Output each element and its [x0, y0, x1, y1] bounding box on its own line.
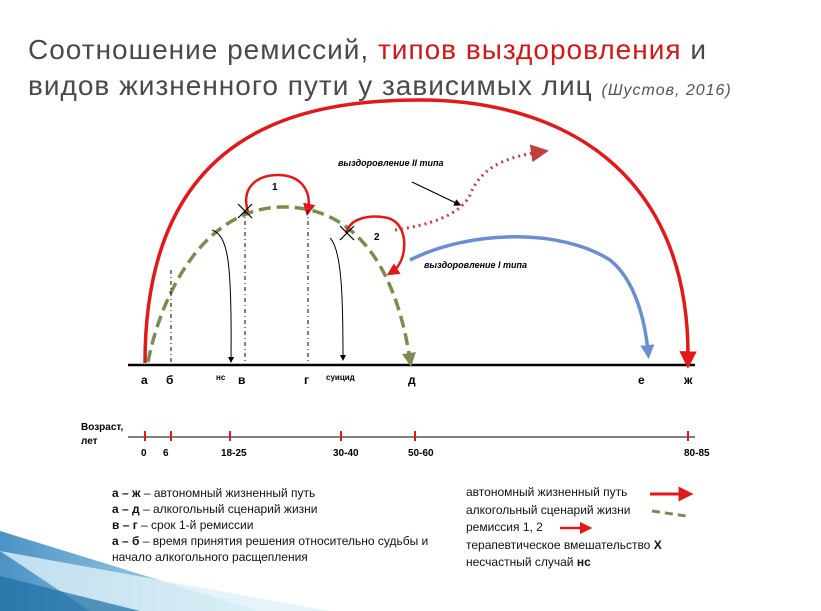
age-tick-50-60: 50-60	[408, 448, 434, 459]
suicide-arrow	[330, 238, 343, 358]
legend-right-autonomous: автономный жизненный путь	[466, 485, 628, 499]
legend-right-accident: несчастный случай нс	[466, 555, 591, 569]
age-axis-label-2: лет	[81, 436, 98, 447]
legend-left-item-3: в – г – срок 1-й ремиссии	[112, 518, 254, 532]
point-label-g: г	[304, 373, 309, 387]
legend-therapy-mark: Х	[653, 537, 662, 552]
point-label-b: б	[166, 373, 174, 387]
title-part-3: и	[690, 34, 707, 65]
age-tick-30-40: 30-40	[333, 448, 359, 459]
title-part-1: Соотношение ремиссий,	[28, 34, 370, 65]
label-remission-2: 2	[374, 232, 380, 243]
slide-decoration	[0, 531, 821, 611]
label-suicide: суицид	[326, 373, 355, 382]
age-axis-ticks	[145, 431, 688, 441]
legend-left-item-1: а – ж – автономный жизненный путь	[112, 486, 316, 500]
autonomous-path-arc	[145, 100, 688, 363]
label-recovery-type-2: выздоровление II типа	[338, 158, 444, 168]
alcohol-scenario-arc	[148, 207, 410, 362]
legend-accident-mark: нс	[576, 555, 591, 569]
legend-right-remission: ремиссия 1, 2	[466, 520, 543, 534]
title-citation: (Шустов, 2016)	[601, 82, 732, 99]
point-label-d: д	[408, 373, 416, 387]
age-tick-80-85: 80-85	[684, 448, 710, 459]
label-accident: нс	[216, 373, 226, 382]
title-line-2-text: видов жизненного пути у зависимых лиц	[28, 70, 593, 101]
legend-left-item-4: а – б – время принятия решения относительно судьбы и начало алкогольного расщепления	[112, 534, 429, 564]
age-tick-18-25: 18-25	[221, 448, 247, 459]
point-label-zh: ж	[684, 373, 693, 387]
legend-right-therapy: терапевтическое вмешательство Х	[466, 537, 662, 552]
age-axis-label-1: Возраст,	[81, 422, 124, 433]
label-recovery-type-1: выздоровление I типа	[424, 260, 528, 270]
recovery-type-1-path	[410, 237, 648, 352]
age-tick-6: 6	[163, 448, 169, 459]
point-label-e: е	[638, 373, 645, 387]
age-tick-0: 0	[141, 448, 147, 459]
legend-right-alcohol: алкогольный сценарий жизни	[466, 502, 631, 517]
title-part-red: типов выздоровления	[377, 34, 682, 65]
legend-left-item-2: а – д – алкогольный сценарий жизни	[112, 502, 318, 516]
point-label-v: в	[238, 373, 246, 387]
point-label-a: а	[141, 373, 148, 387]
label-remission-1: 1	[272, 182, 278, 193]
accident-arrow	[212, 230, 231, 360]
recovery-2-pointer	[412, 182, 458, 204]
remission-2-loop	[346, 217, 404, 272]
